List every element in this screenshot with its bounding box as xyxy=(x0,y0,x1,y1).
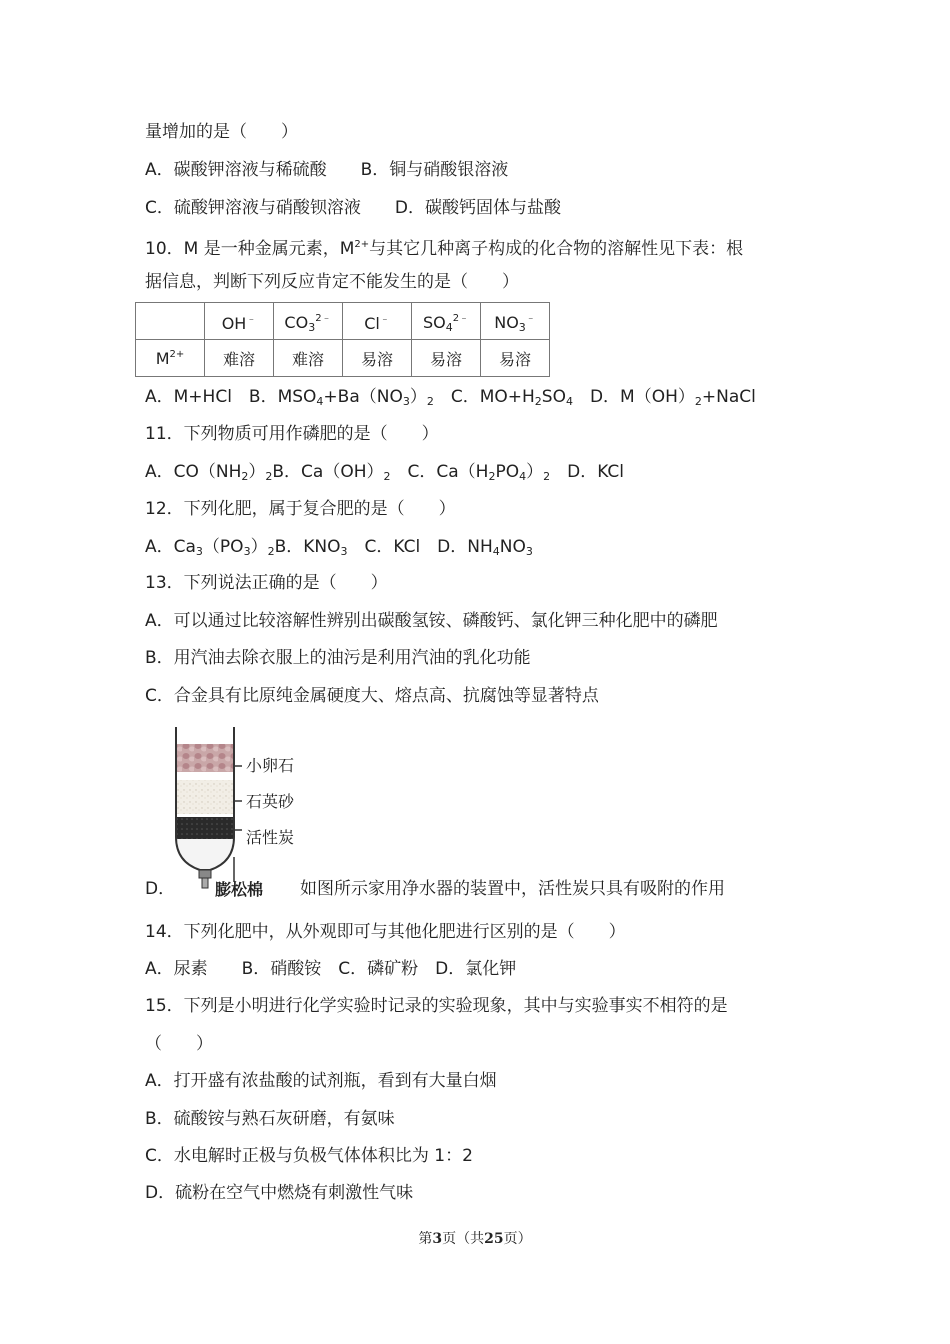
q14-stem: 14．下列化肥中，从外观即可与其他化肥进行区别的是（ ） xyxy=(145,922,626,942)
q15-option-c: C．水电解时正极与负极气体体积比为 1：2 xyxy=(145,1146,473,1166)
q12-options: A．$Ca_3(PO_3)_2B$．$KNO_3$ C．KCl D．$NH_4NO_3$ xyxy=(145,537,533,558)
q9-options-ab: A．碳酸钾溶液与稀硫酸 B．铜与硝酸银溶液 xyxy=(145,160,509,180)
question-9-tail: 量增加的是（ ） xyxy=(145,122,298,142)
pebble-layer xyxy=(177,744,233,772)
table-header-cell: Cl﹣ xyxy=(343,303,412,340)
total-pages: 25 xyxy=(484,1231,504,1247)
q15-stem-cont: （ ） xyxy=(145,1034,213,1054)
table-cell xyxy=(136,303,205,340)
q10-options: A．M+HCl B．$MSO_4+Ba(NO_3)_2$ C．$MO+H_2SO_4$ D．$M(OH)_2+NaCl$ xyxy=(145,387,756,408)
table-row-label: $M^{2+}$ xyxy=(136,340,205,377)
q13-option-d: 如图所示家用净水器的装置中，活性炭只具有吸附的作用 xyxy=(300,879,725,899)
table-header-cell: $NO_3^﹣$ xyxy=(481,303,550,340)
q13-stem: 13．下列说法正确的是（ ） xyxy=(145,573,388,593)
table-cell: 难溶 xyxy=(274,340,343,377)
q10-stem-line1: 10．M 是一种金属元素，$M^{2+}$与其它几种离子构成的化合物的溶解性见下表：根 xyxy=(145,239,744,259)
page-footer: 第3页（共25页） xyxy=(418,1231,532,1247)
label-pebbles: 小卵石 xyxy=(246,756,295,775)
table-header-cell: $CO_3^{2﹣}$ xyxy=(274,303,343,340)
solubility-table xyxy=(135,302,550,377)
q13-option-d-prefix: D． xyxy=(145,879,176,899)
label-activated-carbon: 活性炭 xyxy=(246,828,295,847)
q13-option-b: B．用汽油去除衣服上的油污是利用汽油的乳化功能 xyxy=(145,648,531,668)
table-cell: 难溶 xyxy=(205,340,274,377)
table-header-cell: $SO_4^{2﹣}$ xyxy=(412,303,481,340)
q15-option-d: D．硫粉在空气中燃烧有刺激性气味 xyxy=(145,1183,414,1203)
q11-options: A．$CO(NH_2)_2B$．$Ca(OH)_2$ C．$Ca(H_2PO_4)_2$ D．KCl xyxy=(145,462,625,483)
table-cell: 易溶 xyxy=(412,340,481,377)
q15-stem: 15．下列是小明进行化学实验时记录的实验现象，其中与实验事实不相符的是 xyxy=(145,996,728,1016)
q13-option-c: C．合金具有比原纯金属硬度大、熔点高、抗腐蚀等显著特点 xyxy=(145,686,599,706)
q14-options: A．尿素 B．硝酸铵 C．磷矿粉 D．氯化钾 xyxy=(145,959,517,979)
q9-options-cd: C．硫酸钾溶液与硝酸钡溶液 D．碳酸钙固体与盐酸 xyxy=(145,198,561,218)
table-header-cell: OH﹣ xyxy=(205,303,274,340)
label-quartz-sand: 石英砂 xyxy=(246,792,295,811)
activated-carbon-layer xyxy=(177,817,233,839)
q13-option-a: A．可以通过比较溶解性辨别出碳酸氢铵、磷酸钙、氯化钾三种化肥中的磷肥 xyxy=(145,611,718,631)
quartz-sand-layer xyxy=(177,780,233,814)
page-number: 3 xyxy=(432,1231,443,1247)
table-cell: 易溶 xyxy=(343,340,412,377)
table-header-row xyxy=(136,303,550,340)
q10-stem-line2: 据信息，判断下列反应肯定不能发生的是（ ） xyxy=(145,272,519,292)
table-row xyxy=(136,340,550,377)
q11-stem: 11．下列物质可用作磷肥的是（ ） xyxy=(145,424,439,444)
q15-option-a: A．打开盛有浓盐酸的试剂瓶，看到有大量白烟 xyxy=(145,1071,497,1091)
outlet-tap-icon xyxy=(199,870,211,888)
q12-stem: 12．下列化肥，属于复合肥的是（ ） xyxy=(145,499,456,519)
label-cotton: 膨松棉 xyxy=(215,880,264,899)
q15-option-b: B．硫酸铵与熟石灰研磨，有氨味 xyxy=(145,1109,395,1129)
table-cell: 易溶 xyxy=(481,340,550,377)
